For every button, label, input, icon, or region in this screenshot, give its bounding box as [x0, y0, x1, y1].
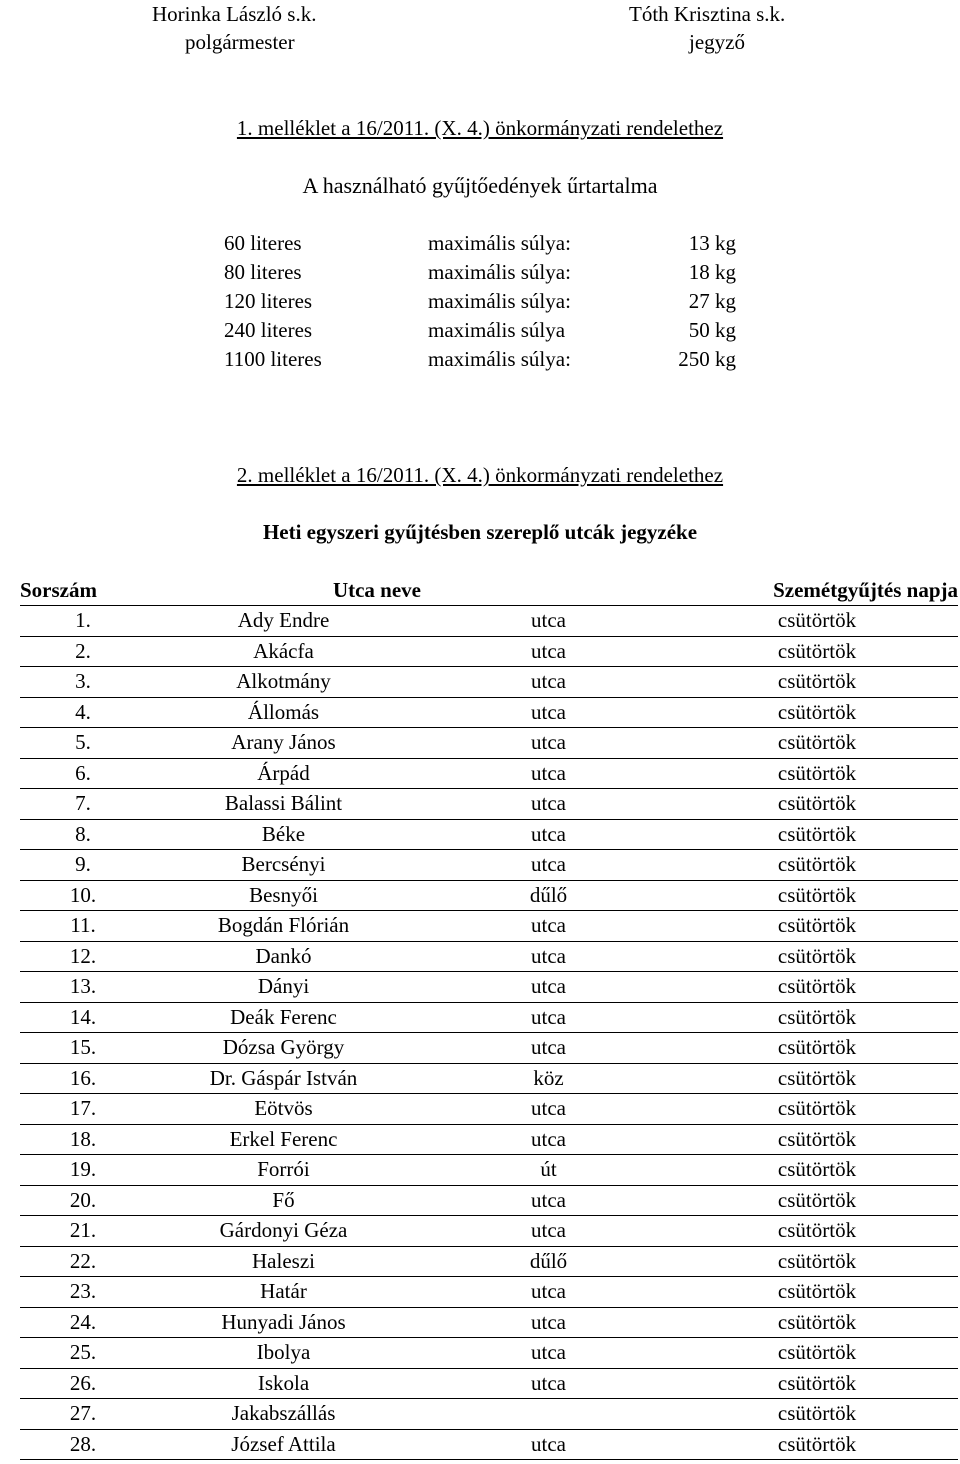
street-name: Béke [146, 819, 421, 850]
street-number: 10. [20, 880, 146, 911]
collection-day: csütörtök [676, 636, 958, 667]
street-number: 1. [20, 606, 146, 637]
container-size: 240 literes [224, 318, 313, 342]
street-number: 22. [20, 1246, 146, 1277]
collection-day: csütörtök [676, 667, 958, 698]
max-weight-label: maximális súlya [428, 318, 566, 342]
table-row [20, 789, 958, 820]
container-size: 120 literes [224, 289, 313, 313]
collection-day: csütörtök [676, 1429, 958, 1460]
street-table-body [20, 606, 958, 1460]
street-number: 21. [20, 1216, 146, 1247]
collection-day: csütörtök [676, 1307, 958, 1338]
table-row [20, 850, 958, 881]
collection-day: csütörtök [676, 1063, 958, 1094]
table-row [20, 758, 958, 789]
collection-day: csütörtök [676, 880, 958, 911]
street-type: utca [421, 1338, 676, 1369]
street-name: Határ [146, 1277, 421, 1308]
collection-day: csütörtök [676, 1124, 958, 1155]
collection-day: csütörtök [676, 1002, 958, 1033]
table-row [20, 1277, 958, 1308]
street-number: 25. [20, 1338, 146, 1369]
table-row [20, 1399, 958, 1430]
collection-day: csütörtök [676, 1216, 958, 1247]
street-name: Bogdán Flórián [146, 911, 421, 942]
street-name: Eötvös [146, 1094, 421, 1125]
street-number: 23. [20, 1277, 146, 1308]
table-row [20, 667, 958, 698]
table-row [20, 819, 958, 850]
collection-day: csütörtök [676, 1246, 958, 1277]
street-name: Balassi Bálint [146, 789, 421, 820]
street-type: utca [421, 1094, 676, 1125]
street-type: utca [421, 728, 676, 759]
street-number: 7. [20, 789, 146, 820]
street-name: Dányi [146, 972, 421, 1003]
street-number: 26. [20, 1368, 146, 1399]
max-weight-label: maximális súlya: [428, 231, 571, 255]
street-type: utca [421, 606, 676, 637]
collection-day: csütörtök [676, 911, 958, 942]
annex-1-heading: 1. melléklet a 16/2011. (X. 4.) önkormányzati rendelethez [236, 116, 724, 140]
street-type: utca [421, 1216, 676, 1247]
street-table [20, 576, 958, 1460]
column-header-street-type [421, 576, 676, 606]
street-number: 18. [20, 1124, 146, 1155]
street-name: Dr. Gáspár István [146, 1063, 421, 1094]
street-number: 5. [20, 728, 146, 759]
annex-2-title: Heti egyszeri gyűjtésben szereplő utcák jegyzéke [262, 520, 698, 544]
street-number: 20. [20, 1185, 146, 1216]
collection-day: csütörtök [676, 728, 958, 759]
street-type: utca [421, 1429, 676, 1460]
street-number: 8. [20, 819, 146, 850]
street-name: Gárdonyi Géza [146, 1216, 421, 1247]
max-weight-value: 13 kg [688, 231, 736, 255]
street-number: 2. [20, 636, 146, 667]
street-name: Ibolya [146, 1338, 421, 1369]
street-name: Erkel Ferenc [146, 1124, 421, 1155]
street-name: Alkotmány [146, 667, 421, 698]
table-row [20, 911, 958, 942]
max-weight-value: 50 kg [688, 318, 736, 342]
street-type: utca [421, 789, 676, 820]
street-name: Bercsényi [146, 850, 421, 881]
mayor-title: polgármester [185, 30, 295, 54]
table-row [20, 1002, 958, 1033]
street-number: 13. [20, 972, 146, 1003]
container-size: 60 literes [224, 231, 302, 255]
max-weight-value: 18 kg [688, 260, 736, 284]
street-type: utca [421, 911, 676, 942]
column-header-number: Sorszám [20, 576, 146, 606]
street-name: Dózsa György [146, 1033, 421, 1064]
collection-day: csütörtök [676, 941, 958, 972]
annex-1-title: A használható gyűjtőedények űrtartalma [302, 173, 658, 198]
table-row [20, 1063, 958, 1094]
table-row [20, 1246, 958, 1277]
table-row [20, 1368, 958, 1399]
street-number: 27. [20, 1399, 146, 1430]
street-number: 19. [20, 1155, 146, 1186]
collection-day: csütörtök [676, 1094, 958, 1125]
street-type: utca [421, 1002, 676, 1033]
street-name: Arany János [146, 728, 421, 759]
street-number: 6. [20, 758, 146, 789]
max-weight-label: maximális súlya: [428, 347, 571, 371]
street-type: utca [421, 850, 676, 881]
street-type: utca [421, 636, 676, 667]
street-name: Ady Endre [146, 606, 421, 637]
table-row [20, 1124, 958, 1155]
street-type: utca [421, 758, 676, 789]
street-type: utca [421, 1033, 676, 1064]
collection-day: csütörtök [676, 972, 958, 1003]
collection-day: csütörtök [676, 789, 958, 820]
street-number: 12. [20, 941, 146, 972]
street-type: utca [421, 819, 676, 850]
street-name: Haleszi [146, 1246, 421, 1277]
street-type: utca [421, 667, 676, 698]
street-number: 28. [20, 1429, 146, 1460]
street-type: út [421, 1155, 676, 1186]
max-weight-value: 27 kg [688, 289, 736, 313]
street-type: utca [421, 1185, 676, 1216]
street-type: utca [421, 1124, 676, 1155]
street-name: Besnyői [146, 880, 421, 911]
capacity-row [0, 316, 960, 345]
street-name: Dankó [146, 941, 421, 972]
table-row [20, 606, 958, 637]
street-type: utca [421, 941, 676, 972]
collection-day: csütörtök [676, 1399, 958, 1430]
collection-day: csütörtök [676, 758, 958, 789]
street-number: 9. [20, 850, 146, 881]
street-number: 17. [20, 1094, 146, 1125]
street-name: Állomás [146, 697, 421, 728]
max-weight-label: maximális súlya: [428, 289, 571, 313]
table-row [20, 1429, 958, 1460]
table-row [20, 1033, 958, 1064]
street-name: Jakabszállás [146, 1399, 421, 1430]
street-name: Akácfa [146, 636, 421, 667]
street-type: utca [421, 1277, 676, 1308]
capacity-row [0, 345, 960, 374]
street-number: 24. [20, 1307, 146, 1338]
table-row [20, 697, 958, 728]
street-number: 4. [20, 697, 146, 728]
collection-day: csütörtök [676, 697, 958, 728]
table-row [20, 1094, 958, 1125]
capacity-row [0, 258, 960, 287]
container-size: 1100 literes [224, 347, 322, 371]
collection-day: csütörtök [676, 1185, 958, 1216]
capacity-row [0, 287, 960, 316]
table-row [20, 636, 958, 667]
table-row [20, 941, 958, 972]
street-name: József Attila [146, 1429, 421, 1460]
table-row [20, 1155, 958, 1186]
collection-day: csütörtök [676, 1033, 958, 1064]
collection-day: csütörtök [676, 606, 958, 637]
column-header-street-name: Utca neve [146, 576, 421, 606]
notary-name: Tóth Krisztina s.k. [629, 2, 786, 26]
street-type: utca [421, 1307, 676, 1338]
capacity-row [0, 229, 960, 258]
table-row [20, 1216, 958, 1247]
collection-day: csütörtök [676, 850, 958, 881]
street-type: dűlő [421, 1246, 676, 1277]
street-number: 15. [20, 1033, 146, 1064]
street-name: Deák Ferenc [146, 1002, 421, 1033]
street-type: utca [421, 972, 676, 1003]
street-number: 11. [20, 911, 146, 942]
max-weight-value: 250 kg [678, 347, 736, 371]
collection-day: csütörtök [676, 1368, 958, 1399]
street-type: köz [421, 1063, 676, 1094]
column-header-collection-day: Szemétgyűjtés napja [676, 576, 958, 606]
street-type [421, 1399, 676, 1430]
collection-day: csütörtök [676, 819, 958, 850]
table-row [20, 1338, 958, 1369]
collection-day: csütörtök [676, 1277, 958, 1308]
container-size: 80 literes [224, 260, 302, 284]
street-name: Forrói [146, 1155, 421, 1186]
street-type: utca [421, 697, 676, 728]
table-row [20, 728, 958, 759]
table-row [20, 1307, 958, 1338]
street-type: utca [421, 1368, 676, 1399]
table-row [20, 1185, 958, 1216]
street-name: Árpád [146, 758, 421, 789]
collection-day: csütörtök [676, 1155, 958, 1186]
street-number: 3. [20, 667, 146, 698]
street-number: 16. [20, 1063, 146, 1094]
collection-day: csütörtök [676, 1338, 958, 1369]
street-number: 14. [20, 1002, 146, 1033]
street-name: Fő [146, 1185, 421, 1216]
notary-title: jegyző [689, 30, 745, 54]
table-header-row [20, 576, 958, 606]
max-weight-label: maximális súlya: [428, 260, 571, 284]
table-row [20, 972, 958, 1003]
street-name: Iskola [146, 1368, 421, 1399]
mayor-name: Horinka László s.k. [152, 2, 317, 26]
street-type: dűlő [421, 880, 676, 911]
street-name: Hunyadi János [146, 1307, 421, 1338]
annex-2-heading: 2. melléklet a 16/2011. (X. 4.) önkormányzati rendelethez [236, 463, 724, 487]
table-row [20, 880, 958, 911]
